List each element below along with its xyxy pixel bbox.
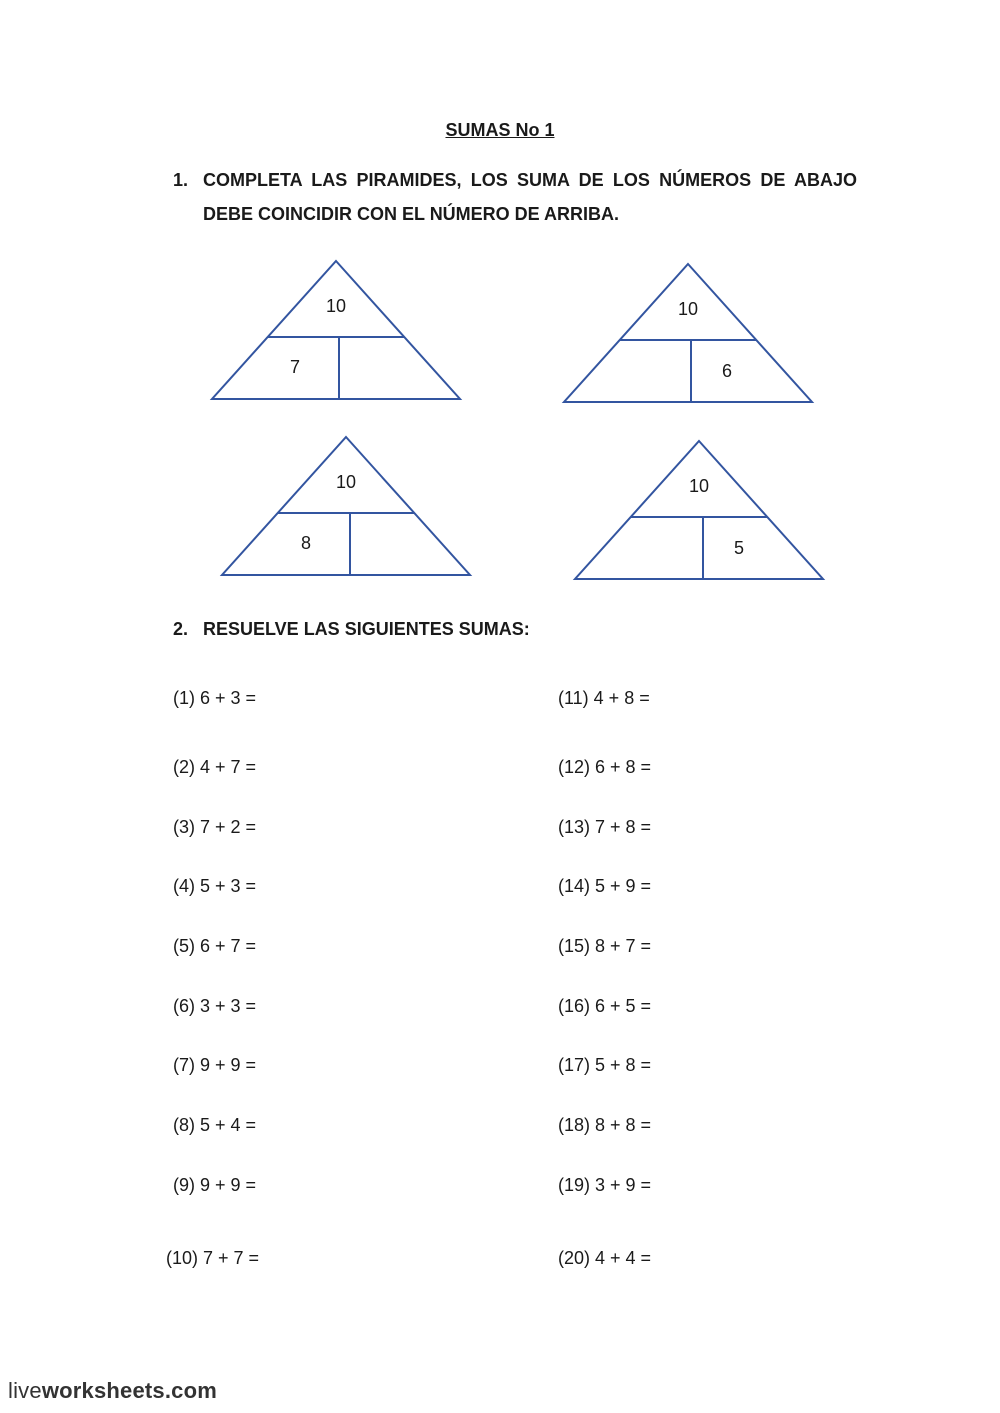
sum-5: (5) 6 + 7 = xyxy=(173,936,257,956)
footer-watermark xyxy=(8,1378,217,1404)
sum-18: (18) 8 + 8 = xyxy=(558,1115,652,1135)
instruction-1-number: 1. xyxy=(173,170,189,190)
footer-live: live xyxy=(8,1378,42,1403)
pyramid-2-right: 6 xyxy=(721,361,733,381)
sum-7: (7) 9 + 9 = xyxy=(173,1055,257,1075)
sum-3: (3) 7 + 2 = xyxy=(173,817,257,837)
sum-16: (16) 6 + 5 = xyxy=(558,996,652,1016)
sum-20: (20) 4 + 4 = xyxy=(558,1248,652,1268)
pyramid-1-top: 10 xyxy=(325,296,347,316)
pyramid-2-top: 10 xyxy=(677,299,699,319)
sum-12: (12) 6 + 8 = xyxy=(558,757,652,777)
sum-11: (11) 4 + 8 = xyxy=(558,688,650,708)
pyramid-1-left: 7 xyxy=(289,357,301,377)
pyramid-4-right: 5 xyxy=(733,538,745,558)
footer-domain: .com xyxy=(164,1378,218,1403)
sum-15: (15) 8 + 7 = xyxy=(558,936,652,956)
pyramid-4 xyxy=(573,440,825,582)
pyramid-2 xyxy=(562,263,814,405)
footer-worksheets: worksheets xyxy=(41,1378,165,1403)
page-title: SUMAS No 1 xyxy=(445,120,555,140)
sum-19: (19) 3 + 9 = xyxy=(558,1175,652,1195)
pyramid-3-top: 10 xyxy=(335,472,357,492)
sum-1: (1) 6 + 3 = xyxy=(173,688,257,708)
sum-17: (17) 5 + 8 = xyxy=(558,1055,652,1075)
instruction-1-text: COMPLETA LAS PIRAMIDES, LOS SUMA DE LOS NÚMEROS DE ABAJO DEBE COINCIDIR CON EL NÚMERO DE ARRIBA. xyxy=(203,170,857,224)
sum-10: (10) 7 + 7 = xyxy=(166,1248,260,1268)
instruction-2-text: RESUELVE LAS SIGUIENTES SUMAS: xyxy=(203,619,530,639)
sum-9: (9) 9 + 9 = xyxy=(173,1175,257,1195)
pyramid-3 xyxy=(220,436,472,578)
sum-2: (2) 4 + 7 = xyxy=(173,757,257,777)
instruction-1 xyxy=(173,163,858,233)
instruction-2 xyxy=(173,612,858,646)
sum-14: (14) 5 + 9 = xyxy=(558,876,652,896)
pyramid-1 xyxy=(210,260,462,402)
pyramid-3-left: 8 xyxy=(300,533,312,553)
instruction-2-number: 2. xyxy=(173,619,189,639)
sum-6: (6) 3 + 3 = xyxy=(173,996,257,1016)
sum-4: (4) 5 + 3 = xyxy=(173,876,257,896)
sum-8: (8) 5 + 4 = xyxy=(173,1115,257,1135)
sum-13: (13) 7 + 8 = xyxy=(558,817,652,837)
pyramid-4-top: 10 xyxy=(688,476,710,496)
